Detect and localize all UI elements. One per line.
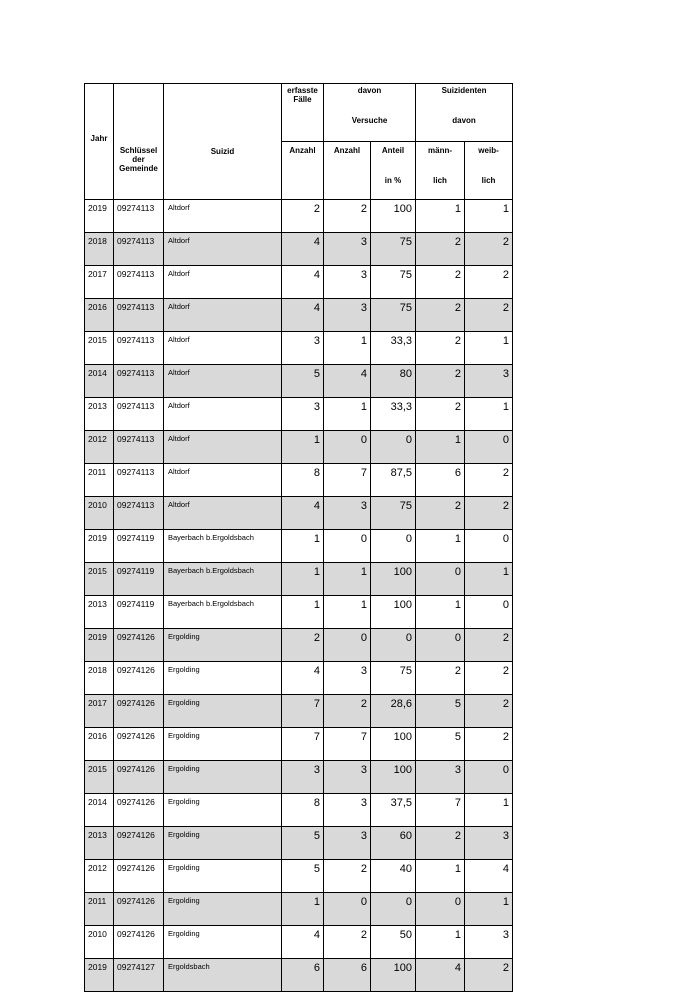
header-maenn-label: männ- (428, 146, 453, 155)
cell-maennlich: 2 (416, 398, 465, 431)
cell-maennlich: 1 (416, 596, 465, 629)
cell-jahr: 2013 (85, 596, 114, 629)
cell-gemeinde-name: Bayerbach b.Ergoldsbach (164, 596, 282, 629)
cell-jahr: 2010 (85, 926, 114, 959)
header-suizidenten-label: Suizidenten (441, 86, 487, 95)
cell-erfasste-faelle: 6 (282, 959, 324, 992)
table-row (85, 629, 513, 662)
cell-versuche-anzahl: 0 (324, 629, 371, 662)
cell-versuche-anteil: 0 (371, 893, 416, 926)
cell-gemeinde-key: 09274119 (114, 596, 164, 629)
cell-jahr: 2019 (85, 200, 114, 233)
cell-versuche-anzahl: 3 (324, 233, 371, 266)
header-anteil (371, 142, 416, 200)
cell-weiblich: 4 (465, 860, 513, 893)
cell-versuche-anzahl: 6 (324, 959, 371, 992)
cell-gemeinde-key: 09274113 (114, 200, 164, 233)
cell-versuche-anteil: 60 (371, 827, 416, 860)
table-row (85, 893, 513, 926)
cell-versuche-anteil: 100 (371, 563, 416, 596)
cell-jahr: 2015 (85, 761, 114, 794)
cell-maennlich: 3 (416, 761, 465, 794)
cell-weiblich: 2 (465, 464, 513, 497)
cell-erfasste-faelle: 1 (282, 563, 324, 596)
table-row (85, 365, 513, 398)
header-versuche-label: Versuche (351, 116, 388, 125)
cell-jahr: 2018 (85, 233, 114, 266)
cell-versuche-anzahl: 3 (324, 662, 371, 695)
cell-jahr: 2016 (85, 299, 114, 332)
cell-maennlich: 1 (416, 530, 465, 563)
cell-weiblich: 0 (465, 530, 513, 563)
cell-maennlich: 2 (416, 497, 465, 530)
header-schluessel-line3: Gemeinde (119, 164, 158, 173)
cell-maennlich: 0 (416, 629, 465, 662)
cell-gemeinde-name: Ergolding (164, 728, 282, 761)
cell-versuche-anteil: 75 (371, 233, 416, 266)
cell-gemeinde-key: 09274126 (114, 695, 164, 728)
header-suizidenten-davon: davon (452, 116, 476, 125)
cell-gemeinde-key: 09274126 (114, 860, 164, 893)
header-in-pct-label: in % (384, 176, 402, 185)
cell-jahr: 2016 (85, 728, 114, 761)
cell-versuche-anteil: 100 (371, 596, 416, 629)
header-davon-label: davon (357, 86, 382, 95)
cell-gemeinde-name: Altdorf (164, 266, 282, 299)
table-row (85, 299, 513, 332)
cell-jahr: 2014 (85, 794, 114, 827)
cell-versuche-anteil: 87,5 (371, 464, 416, 497)
table-row (85, 200, 513, 233)
cell-gemeinde-key: 09274113 (114, 497, 164, 530)
cell-weiblich: 2 (465, 266, 513, 299)
header-anzahl-faelle (282, 142, 324, 200)
cell-gemeinde-name: Altdorf (164, 365, 282, 398)
cell-maennlich: 2 (416, 266, 465, 299)
cell-versuche-anzahl: 3 (324, 497, 371, 530)
cell-jahr: 2012 (85, 860, 114, 893)
cell-erfasste-faelle: 1 (282, 893, 324, 926)
cell-versuche-anteil: 100 (371, 959, 416, 992)
header-schluessel-line1: Schlüssel (119, 146, 158, 155)
cell-gemeinde-name: Ergolding (164, 629, 282, 662)
table-row (85, 728, 513, 761)
cell-erfasste-faelle: 4 (282, 266, 324, 299)
table-row (85, 563, 513, 596)
cell-weiblich: 2 (465, 728, 513, 761)
cell-gemeinde-key: 09274113 (114, 398, 164, 431)
cell-weiblich: 1 (465, 893, 513, 926)
cell-gemeinde-key: 09274113 (114, 431, 164, 464)
cell-erfasste-faelle: 7 (282, 728, 324, 761)
table-row (85, 398, 513, 431)
cell-weiblich: 0 (465, 596, 513, 629)
cell-versuche-anteil: 75 (371, 497, 416, 530)
cell-versuche-anzahl: 3 (324, 299, 371, 332)
header-maennlich (416, 142, 465, 200)
cell-gemeinde-key: 09274126 (114, 662, 164, 695)
cell-gemeinde-name: Ergolding (164, 827, 282, 860)
cell-versuche-anteil: 28,6 (371, 695, 416, 728)
cell-versuche-anteil: 50 (371, 926, 416, 959)
header-jahr (85, 84, 114, 200)
cell-versuche-anteil: 37,5 (371, 794, 416, 827)
cell-gemeinde-name: Ergoldsbach (164, 959, 282, 992)
cell-erfasste-faelle: 1 (282, 431, 324, 464)
cell-versuche-anteil: 0 (371, 431, 416, 464)
cell-erfasste-faelle: 4 (282, 926, 324, 959)
header-anzahl-versuche (324, 142, 371, 200)
cell-versuche-anzahl: 0 (324, 530, 371, 563)
cell-versuche-anzahl: 4 (324, 365, 371, 398)
cell-gemeinde-key: 09274113 (114, 464, 164, 497)
cell-erfasste-faelle: 4 (282, 233, 324, 266)
cell-versuche-anzahl: 3 (324, 827, 371, 860)
cell-versuche-anzahl: 1 (324, 332, 371, 365)
cell-erfasste-faelle: 4 (282, 662, 324, 695)
cell-erfasste-faelle: 3 (282, 332, 324, 365)
cell-weiblich: 2 (465, 695, 513, 728)
cell-versuche-anteil: 0 (371, 629, 416, 662)
cell-gemeinde-key: 09274126 (114, 893, 164, 926)
cell-versuche-anzahl: 3 (324, 761, 371, 794)
cell-erfasste-faelle: 3 (282, 761, 324, 794)
table-row (85, 233, 513, 266)
cell-weiblich: 2 (465, 497, 513, 530)
statistics-table-sheet (84, 83, 512, 992)
cell-gemeinde-key: 09274126 (114, 926, 164, 959)
cell-gemeinde-name: Ergolding (164, 761, 282, 794)
cell-gemeinde-name: Ergolding (164, 926, 282, 959)
cell-jahr: 2010 (85, 497, 114, 530)
table-row (85, 464, 513, 497)
cell-weiblich: 2 (465, 233, 513, 266)
cell-gemeinde-name: Ergolding (164, 860, 282, 893)
cell-gemeinde-key: 09274126 (114, 827, 164, 860)
cell-maennlich: 2 (416, 365, 465, 398)
cell-gemeinde-key: 09274126 (114, 794, 164, 827)
cell-maennlich: 2 (416, 827, 465, 860)
cell-weiblich: 0 (465, 761, 513, 794)
cell-jahr: 2015 (85, 563, 114, 596)
cell-gemeinde-name: Ergolding (164, 662, 282, 695)
cell-gemeinde-key: 09274127 (114, 959, 164, 992)
cell-weiblich: 1 (465, 794, 513, 827)
cell-gemeinde-name: Altdorf (164, 464, 282, 497)
cell-versuche-anteil: 33,3 (371, 332, 416, 365)
cell-maennlich: 4 (416, 959, 465, 992)
cell-maennlich: 1 (416, 431, 465, 464)
cell-maennlich: 2 (416, 299, 465, 332)
cell-weiblich: 2 (465, 662, 513, 695)
cell-weiblich: 3 (465, 827, 513, 860)
cell-maennlich: 7 (416, 794, 465, 827)
cell-jahr: 2017 (85, 266, 114, 299)
table-row (85, 794, 513, 827)
cell-gemeinde-key: 09274113 (114, 332, 164, 365)
suicide-statistics-table (84, 83, 513, 992)
cell-maennlich: 1 (416, 200, 465, 233)
cell-maennlich: 1 (416, 860, 465, 893)
cell-jahr: 2019 (85, 959, 114, 992)
cell-gemeinde-key: 09274119 (114, 563, 164, 596)
cell-versuche-anteil: 40 (371, 860, 416, 893)
cell-gemeinde-key: 09274113 (114, 233, 164, 266)
cell-jahr: 2013 (85, 398, 114, 431)
cell-versuche-anzahl: 7 (324, 728, 371, 761)
header-anteil-label: Anteil (381, 146, 405, 155)
table-row (85, 266, 513, 299)
cell-erfasste-faelle: 1 (282, 596, 324, 629)
cell-jahr: 2019 (85, 629, 114, 662)
cell-versuche-anzahl: 1 (324, 398, 371, 431)
cell-gemeinde-name: Bayerbach b.Ergoldsbach (164, 530, 282, 563)
header-lich2-label: lich (481, 176, 496, 185)
cell-erfasste-faelle: 4 (282, 299, 324, 332)
cell-jahr: 2017 (85, 695, 114, 728)
cell-jahr: 2019 (85, 530, 114, 563)
cell-weiblich: 1 (465, 200, 513, 233)
cell-versuche-anteil: 0 (371, 530, 416, 563)
cell-weiblich: 1 (465, 398, 513, 431)
cell-jahr: 2014 (85, 365, 114, 398)
cell-erfasste-faelle: 8 (282, 794, 324, 827)
table-row (85, 662, 513, 695)
cell-maennlich: 5 (416, 695, 465, 728)
cell-gemeinde-key: 09274113 (114, 266, 164, 299)
cell-versuche-anteil: 80 (371, 365, 416, 398)
cell-maennlich: 1 (416, 926, 465, 959)
cell-maennlich: 0 (416, 563, 465, 596)
cell-gemeinde-name: Bayerbach b.Ergoldsbach (164, 563, 282, 596)
header-anzahl-faelle-label: Anzahl (289, 146, 316, 155)
cell-erfasste-faelle: 2 (282, 200, 324, 233)
header-jahr-label: Jahr (90, 134, 108, 143)
cell-weiblich: 2 (465, 959, 513, 992)
cell-gemeinde-key: 09274126 (114, 761, 164, 794)
header-suizid (164, 84, 282, 200)
cell-versuche-anteil: 100 (371, 761, 416, 794)
header-erfasste-line1: erfasste (287, 86, 318, 95)
table-row (85, 596, 513, 629)
header-suizid-label: Suizid (210, 147, 235, 156)
cell-versuche-anteil: 75 (371, 266, 416, 299)
cell-gemeinde-name: Altdorf (164, 200, 282, 233)
cell-gemeinde-name: Altdorf (164, 332, 282, 365)
cell-gemeinde-name: Ergolding (164, 695, 282, 728)
table-row (85, 530, 513, 563)
cell-versuche-anteil: 33,3 (371, 398, 416, 431)
table-row (85, 860, 513, 893)
cell-erfasste-faelle: 5 (282, 365, 324, 398)
table-row (85, 827, 513, 860)
cell-weiblich: 2 (465, 629, 513, 662)
cell-versuche-anzahl: 2 (324, 200, 371, 233)
cell-erfasste-faelle: 8 (282, 464, 324, 497)
cell-jahr: 2011 (85, 464, 114, 497)
cell-gemeinde-key: 09274126 (114, 629, 164, 662)
cell-versuche-anzahl: 0 (324, 431, 371, 464)
cell-versuche-anzahl: 7 (324, 464, 371, 497)
header-anzahl-versuche-label: Anzahl (333, 146, 361, 155)
cell-weiblich: 1 (465, 563, 513, 596)
table-header (85, 84, 513, 200)
cell-weiblich: 0 (465, 431, 513, 464)
cell-erfasste-faelle: 7 (282, 695, 324, 728)
cell-gemeinde-name: Altdorf (164, 398, 282, 431)
table-row (85, 926, 513, 959)
cell-weiblich: 3 (465, 926, 513, 959)
cell-erfasste-faelle: 4 (282, 497, 324, 530)
table-row (85, 431, 513, 464)
header-suizidenten (416, 84, 513, 142)
cell-versuche-anteil: 75 (371, 662, 416, 695)
cell-gemeinde-key: 09274119 (114, 530, 164, 563)
cell-erfasste-faelle: 1 (282, 530, 324, 563)
table-row (85, 959, 513, 992)
cell-maennlich: 2 (416, 662, 465, 695)
cell-maennlich: 2 (416, 332, 465, 365)
header-weiblich (465, 142, 513, 200)
cell-maennlich: 0 (416, 893, 465, 926)
table-row (85, 497, 513, 530)
table-row (85, 332, 513, 365)
cell-jahr: 2015 (85, 332, 114, 365)
cell-jahr: 2011 (85, 893, 114, 926)
cell-erfasste-faelle: 3 (282, 398, 324, 431)
cell-versuche-anzahl: 2 (324, 926, 371, 959)
cell-gemeinde-name: Altdorf (164, 233, 282, 266)
cell-gemeinde-key: 09274113 (114, 365, 164, 398)
cell-gemeinde-key: 09274113 (114, 299, 164, 332)
table-body (85, 200, 513, 992)
header-erfasste-line2: Fälle (293, 95, 312, 104)
cell-versuche-anzahl: 3 (324, 794, 371, 827)
cell-weiblich: 1 (465, 332, 513, 365)
cell-jahr: 2012 (85, 431, 114, 464)
cell-maennlich: 2 (416, 233, 465, 266)
header-weib-label: weib- (478, 146, 499, 155)
cell-versuche-anteil: 75 (371, 299, 416, 332)
cell-versuche-anzahl: 2 (324, 695, 371, 728)
cell-gemeinde-name: Ergolding (164, 794, 282, 827)
cell-versuche-anzahl: 0 (324, 893, 371, 926)
header-davon-versuche (324, 84, 416, 142)
cell-gemeinde-key: 09274126 (114, 728, 164, 761)
cell-weiblich: 3 (465, 365, 513, 398)
cell-jahr: 2018 (85, 662, 114, 695)
header-schluessel (114, 84, 164, 200)
header-lich1-label: lich (433, 176, 447, 185)
cell-erfasste-faelle: 2 (282, 629, 324, 662)
cell-versuche-anteil: 100 (371, 200, 416, 233)
cell-erfasste-faelle: 5 (282, 827, 324, 860)
cell-versuche-anzahl: 2 (324, 860, 371, 893)
cell-versuche-anzahl: 1 (324, 563, 371, 596)
table-row (85, 695, 513, 728)
cell-jahr: 2013 (85, 827, 114, 860)
cell-gemeinde-name: Altdorf (164, 497, 282, 530)
cell-maennlich: 5 (416, 728, 465, 761)
cell-gemeinde-name: Altdorf (164, 431, 282, 464)
cell-weiblich: 2 (465, 299, 513, 332)
cell-versuche-anteil: 100 (371, 728, 416, 761)
table-row (85, 761, 513, 794)
header-erfasste-faelle (282, 84, 324, 142)
cell-versuche-anzahl: 3 (324, 266, 371, 299)
header-schluessel-line2: der (132, 155, 145, 164)
cell-maennlich: 6 (416, 464, 465, 497)
cell-gemeinde-name: Altdorf (164, 299, 282, 332)
cell-versuche-anzahl: 1 (324, 596, 371, 629)
cell-erfasste-faelle: 5 (282, 860, 324, 893)
cell-gemeinde-name: Ergolding (164, 893, 282, 926)
